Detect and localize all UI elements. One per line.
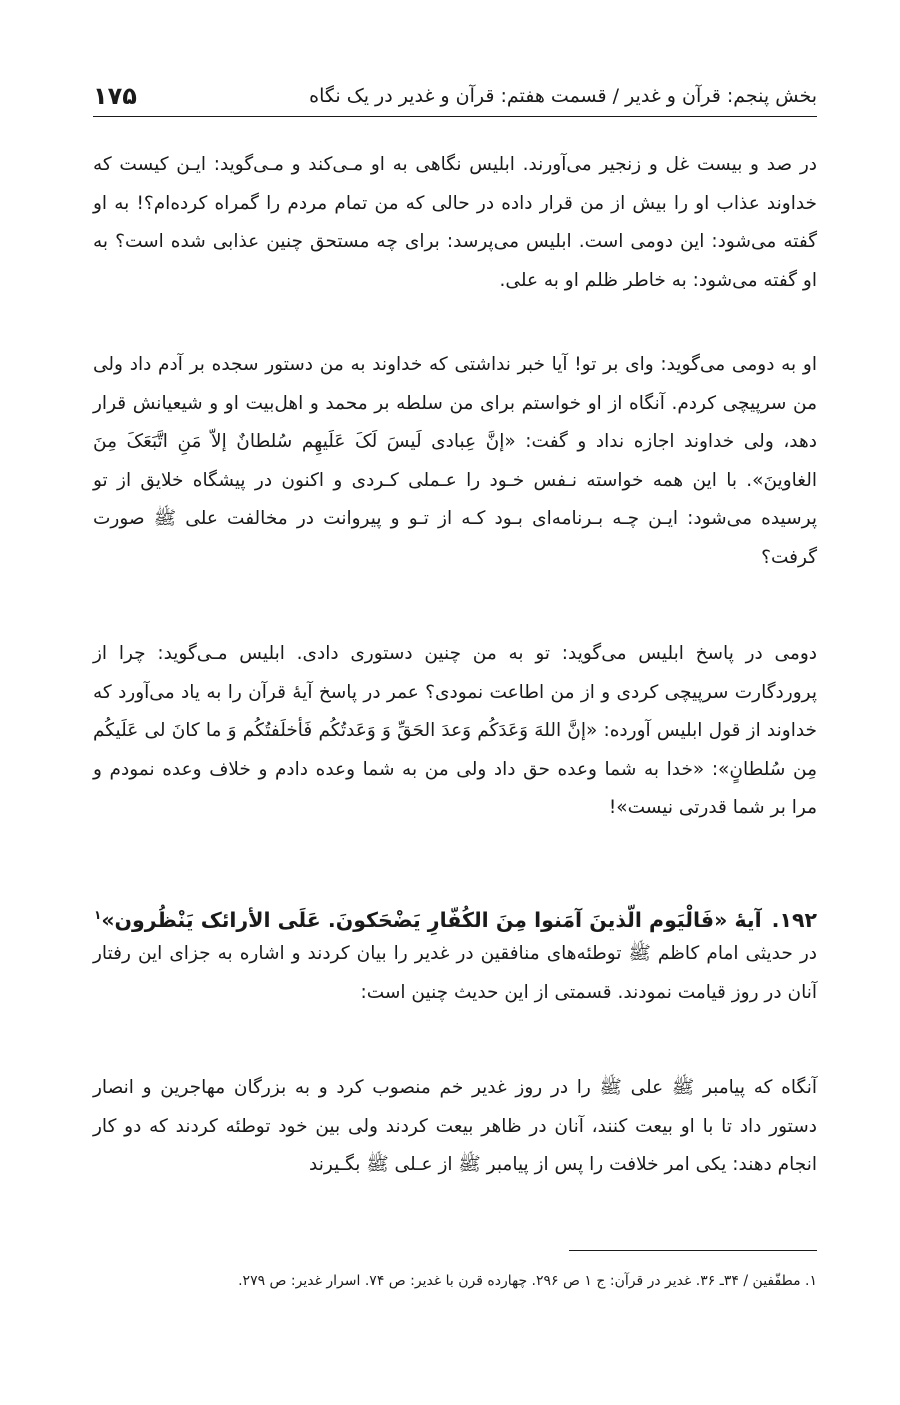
page-number: ۱۷۵	[93, 82, 137, 110]
verse-title: آیهٔ «فَالْیَوم الّذینَ آمَنوا مِنَ الکُفّارِ یَضْحَکونَ. عَلَی الأرائک یَنْظُرون»	[101, 907, 762, 932]
header-title: بخش پنجم: قرآن و غدیر / قسمت هفتم: قرآن و غدیر در یک نگاه	[309, 85, 817, 107]
footnote-divider	[569, 1250, 817, 1251]
running-header	[93, 68, 817, 117]
footnote-marker[interactable]: ۱	[93, 908, 102, 922]
footnote: ۱. مطفّفین / ۳۴ـ ۳۶. غدیر در قرآن: ج ۱ ص ۲۹۶. چهارده قرن با غدیر: ص ۷۴. اسرار غدیر: ص ۲۷۹.	[238, 1273, 817, 1289]
verse-heading	[93, 895, 817, 940]
verse-number: ۱۹۲.	[771, 907, 817, 932]
paragraph-1: در صد و بیست غل و زنجیر می‌آورند. ابلیس نگاهی به او مـی‌کند و مـی‌گوید: ایـن کیست که خداوند عذاب او را بیش از من قرار داده در حالی که من تمام مردم را گمراه کرده‌ام؟! به او گفته می‌شود: این دومی است. ابلیس می‌پرسد: برای چه مستحق چنین عذابی شده است؟ به او گفته می‌شود: به خاطر ظلم او به علی.	[93, 154, 817, 291]
paragraph-5: آنگاه که پیامبر ﷺ علی ﷺ را در روز غدیر خم منصوب کرد و به بزرگان مهاجرین و انصار دستور داد تا با او بیعت کنند، آنان در ظاهر بیعت کردند ولی بین خود توطئه کردند که دو کار انجام دهند: یکی امر خلافت را پس از پیامبر ﷺ از عـلی ﷺ بگـیرند	[93, 1077, 817, 1175]
paragraph-3: دومی در پاسخ ابلیس می‌گوید: تو به من چنین دستوری دادی. ابلیس مـی‌گوید: چرا از پروردگارت سرپیچی کردی و از من اطاعت نمودی؟ عمر در پاسخ آیهٔ قرآن را به یاد می‌آورد که خداوند از قول ابلیس آورده: «إنَّ اللهَ وَعَدَکُم وَعدَ الحَقِّ وَ وَعَدتُکُم فَأخلَفتُکُم وَ ما کانَ لی عَلَیکُم مِن سُلطانٍ»: «خدا به شما وعده حق داد ولی من به شما وعده دادم و خلاف وعده نمودم و مرا بر شما قدرتی نیست»!	[93, 643, 817, 818]
paragraph-4: در حدیثی امام کاظم ﷺ توطئه‌های منافقین در غدیر را بیان کردند و اشاره به جزای این رفتار آنان در روز قیامت نمودند. قسمتی از این حدیث چنین است:	[93, 943, 817, 1003]
paragraph-2: او به دومی می‌گوید: وای بر تو! آیا خبر نداشتی که خداوند به من دستور سجده بر آدم داد ولی من سرپیچی کردم. آنگاه از او خواستم برای من سلطه بر محمد و اهل‌بیت او و شیعیانش قرار دهد، ولی خداوند اجازه نداد و گفت: «إنَّ عِبادی لَیسَ لَکَ عَلَیهِم سُلطانٌ إلاّ مَنِ اتَّبَعَکَ مِنَ الغاوینَ». با این همه خواسته نـفس خـود را عـملی کـردی و اکنون در پیشگاه خلایق از تو پرسیده می‌شود: ایـن چـه بـرنامه‌ای بـود کـه از تـو و پیروانت در مخالفت علی ﷺ صورت گرفت؟	[93, 354, 817, 568]
